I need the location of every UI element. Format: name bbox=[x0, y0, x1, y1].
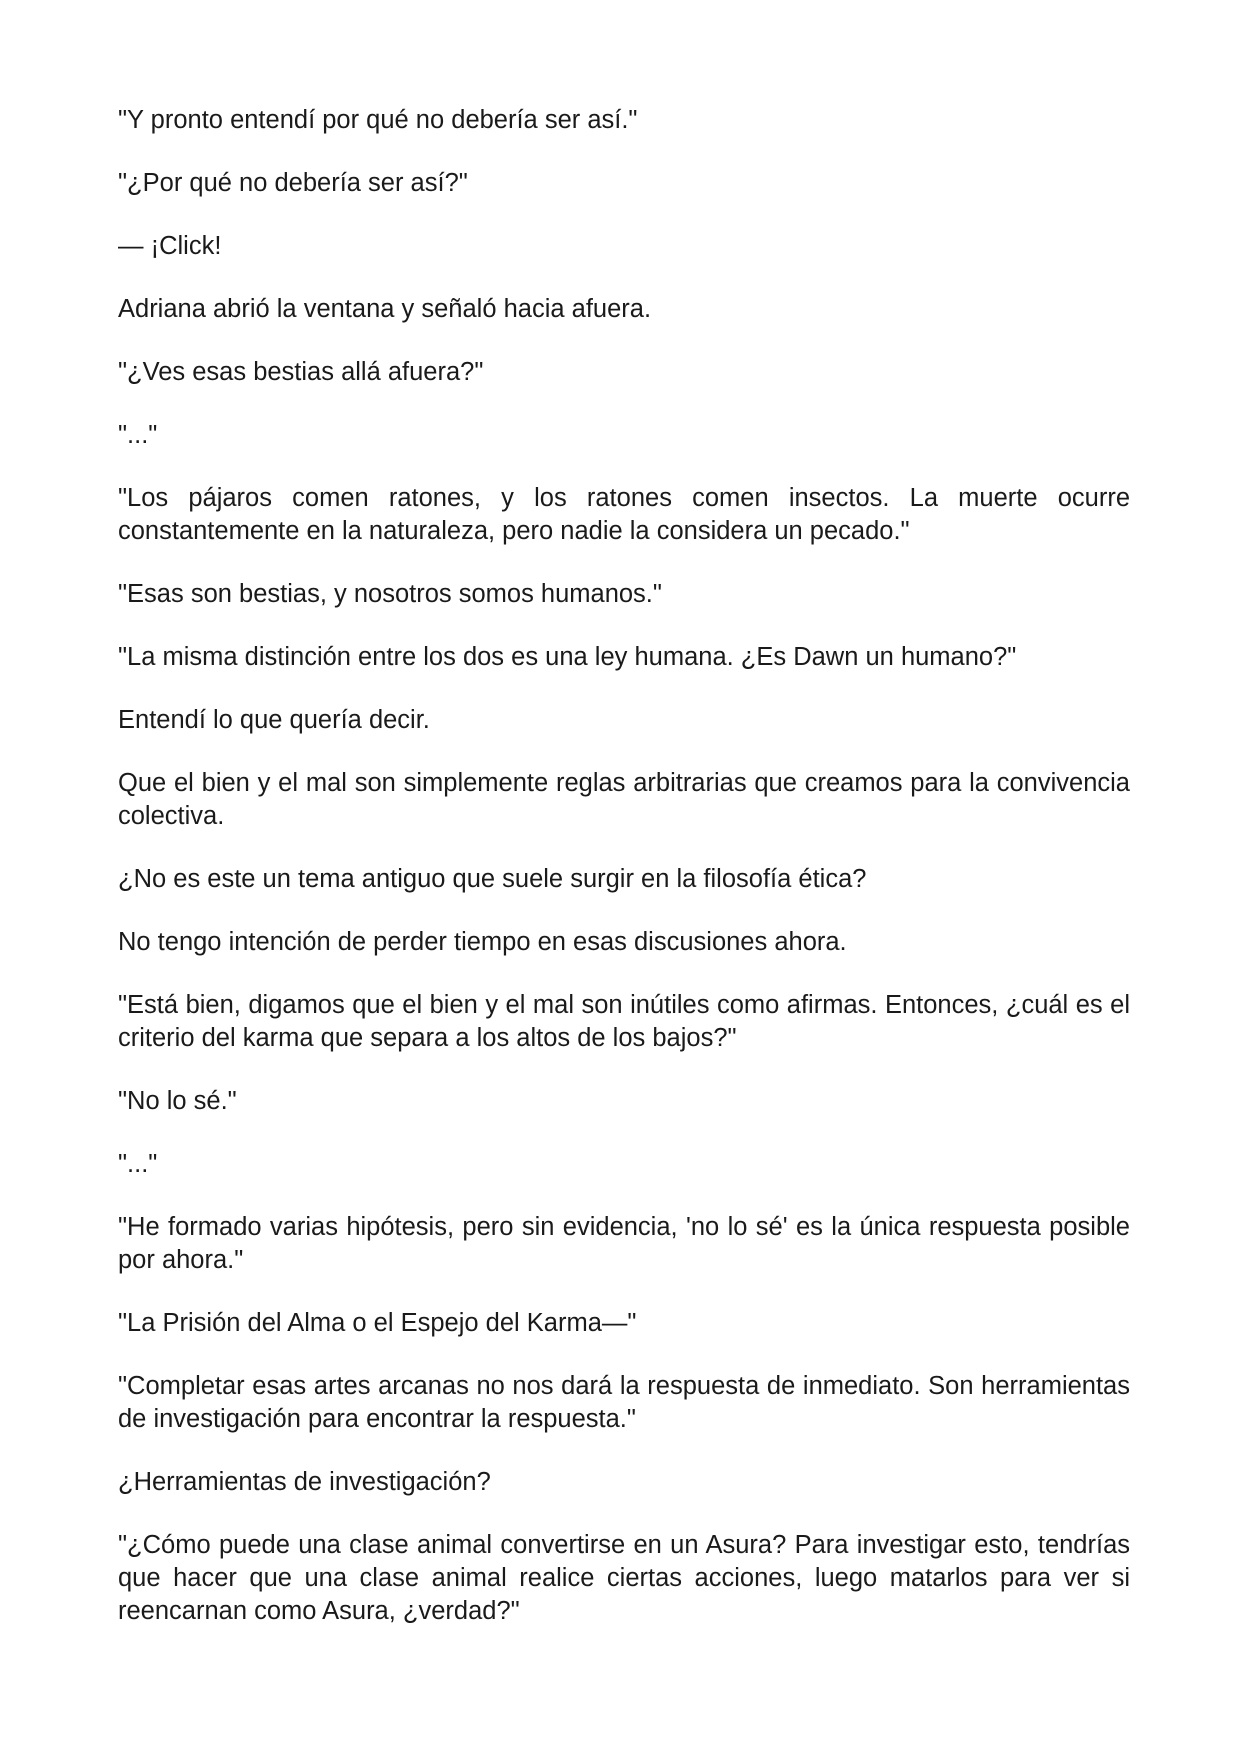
paragraph: "Los pájaros comen ratones, y los ratones comen insectos. La muerte ocurre constantemente en la naturaleza, pero nadie la considera un pecado." bbox=[118, 484, 1130, 545]
paragraph: No tengo intención de perder tiempo en esas discusiones ahora. bbox=[118, 928, 847, 956]
paragraph: "La Prisión del Alma o el Espejo del Karma—" bbox=[118, 1309, 637, 1337]
paragraph: "No lo sé." bbox=[118, 1087, 237, 1115]
paragraph: — ¡Click! bbox=[118, 232, 222, 260]
paragraph: "¿Cómo puede una clase animal convertirse en un Asura? Para investigar esto, tendrías que hacer que una clase animal realice ciertas acciones, luego matarlos para ver si reencarnan como Asura, ¿verdad?" bbox=[118, 1531, 1130, 1625]
paragraph: "Está bien, digamos que el bien y el mal son inútiles como afirmas. Entonces, ¿cuál es el criterio del karma que separa a los altos de los bajos?" bbox=[118, 991, 1130, 1052]
paragraph: ¿Herramientas de investigación? bbox=[118, 1468, 491, 1496]
paragraph: "Completar esas artes arcanas no nos dará la respuesta de inmediato. Son herramientas de investigación para encontrar la respuesta." bbox=[118, 1372, 1130, 1433]
paragraph: Que el bien y el mal son simplemente reglas arbitrarias que creamos para la convivencia colectiva. bbox=[118, 769, 1130, 830]
paragraph: Entendí lo que quería decir. bbox=[118, 706, 430, 734]
paragraph: "¿Por qué no debería ser así?" bbox=[118, 169, 468, 197]
paragraph: "Esas son bestias, y nosotros somos humanos." bbox=[118, 580, 662, 608]
paragraph: "Y pronto entendí por qué no debería ser así." bbox=[118, 106, 638, 134]
paragraph: ¿No es este un tema antiguo que suele surgir en la filosofía ética? bbox=[118, 865, 867, 893]
paragraph: Adriana abrió la ventana y señaló hacia afuera. bbox=[118, 295, 652, 323]
paragraph: "..." bbox=[118, 1150, 158, 1178]
document-page bbox=[118, 104, 1130, 1658]
paragraph: "¿Ves esas bestias allá afuera?" bbox=[118, 358, 484, 386]
paragraph: "He formado varias hipótesis, pero sin evidencia, 'no lo sé' es la única respuesta posible por ahora." bbox=[118, 1213, 1130, 1274]
paragraph: "..." bbox=[118, 421, 158, 449]
paragraph: "La misma distinción entre los dos es una ley humana. ¿Es Dawn un humano?" bbox=[118, 643, 1017, 671]
